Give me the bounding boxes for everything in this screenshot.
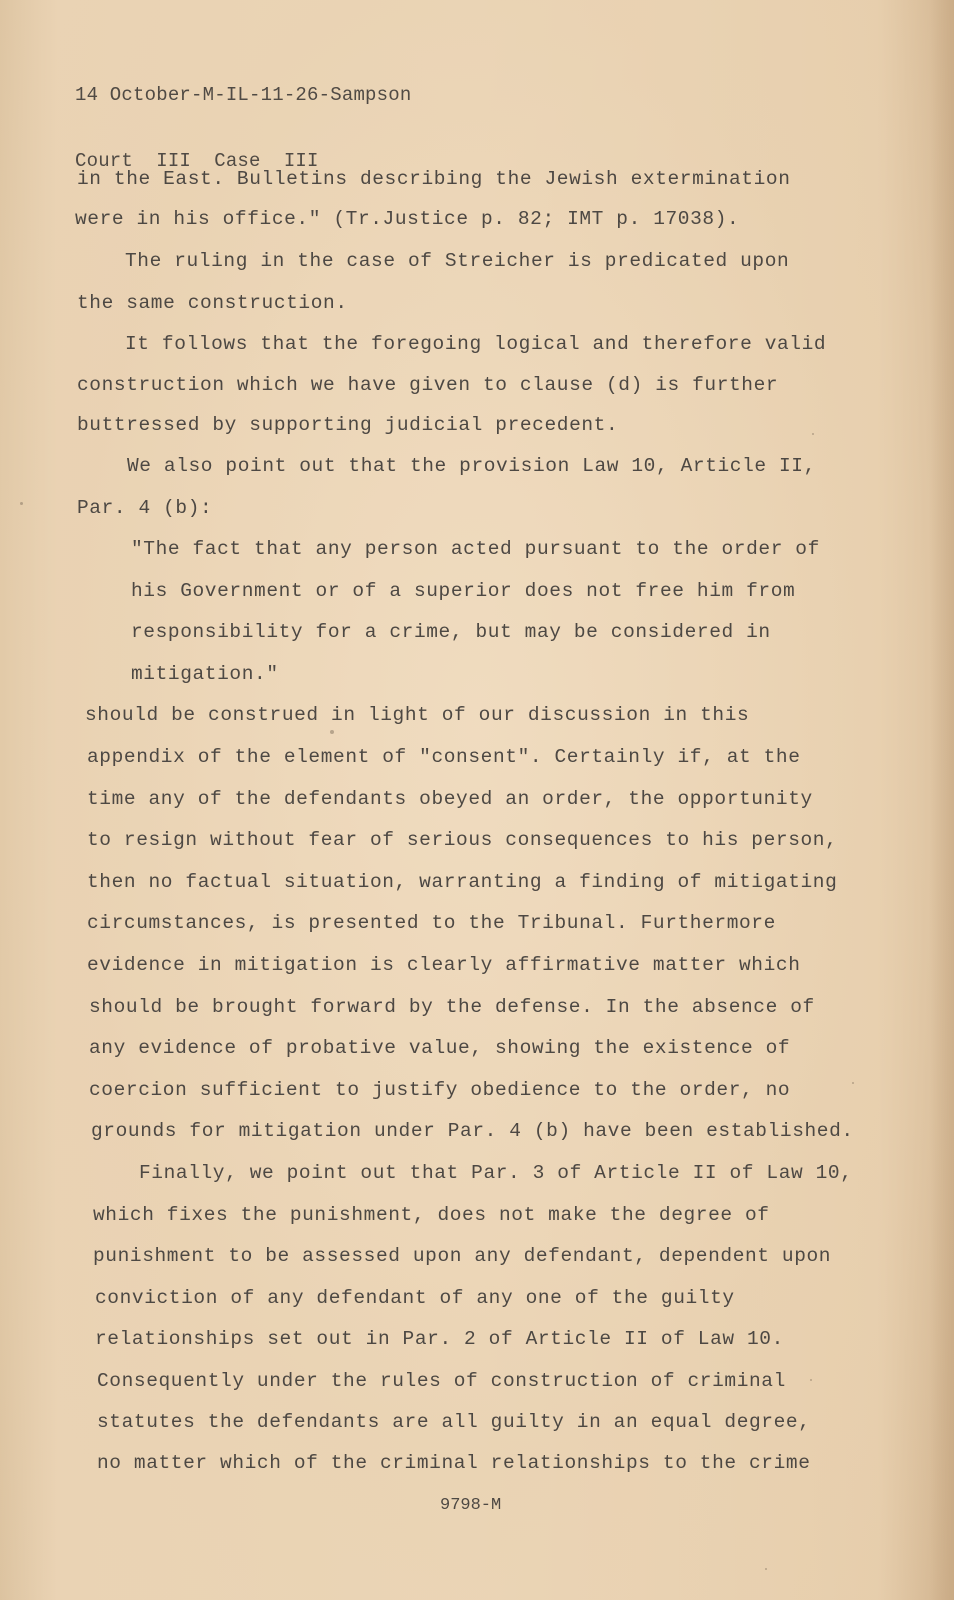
body-line: the same construction. (77, 292, 348, 314)
body-line: appendix of the element of "consent". Certainly if, at the (87, 746, 801, 768)
body-line: Finally, we point out that Par. 3 of Article II of Law 10, (139, 1162, 853, 1184)
body-line: in the East. Bulletins describing the Jewish extermination (77, 168, 791, 190)
body-line: statutes the defendants are all guilty in an equal degree, (97, 1411, 811, 1433)
paper-speck (765, 1568, 767, 1570)
body-line: conviction of any defendant of any one of the guilty (95, 1287, 735, 1309)
body-line: evidence in mitigation is clearly affirmative matter which (87, 954, 801, 976)
body-line: responsibility for a crime, but may be considered in (131, 621, 771, 643)
body-line: Consequently under the rules of construction of criminal (97, 1370, 786, 1392)
header-line-1: 14 October-M-IL-11-26-Sampson (75, 84, 412, 106)
body-line: grounds for mitigation under Par. 4 (b) have been established. (91, 1120, 854, 1142)
body-line: circumstances, is presented to the Tribunal. Furthermore (87, 912, 776, 934)
body-line: buttressed by supporting judicial precedent. (77, 414, 619, 436)
body-line: construction which we have given to clause (d) is further (77, 374, 779, 396)
body-line: relationships set out in Par. 2 of Article II of Law 10. (95, 1328, 784, 1350)
body-line: "The fact that any person acted pursuant to the order of (131, 538, 820, 560)
body-line: We also point out that the provision Law 10, Article II, (127, 455, 816, 477)
page-number: 9798-M (440, 1496, 502, 1515)
body-line: The ruling in the case of Streicher is predicated upon (125, 250, 790, 272)
paper-speck (810, 1379, 812, 1381)
body-line: Par. 4 (b): (77, 497, 213, 519)
body-line: should be brought forward by the defense. In the absence of (89, 996, 815, 1018)
paper-speck (330, 730, 334, 734)
paper-speck (852, 1082, 854, 1084)
paper-edge-shadow (930, 0, 954, 1600)
body-line: time any of the defendants obeyed an order, the opportunity (87, 788, 813, 810)
body-line: his Government or of a superior does not free him from (131, 580, 796, 602)
body-line: to resign without fear of serious consequences to his person, (87, 829, 838, 851)
body-line: no matter which of the criminal relationships to the crime (97, 1452, 811, 1474)
body-line: coercion sufficient to justify obedience to the order, no (89, 1079, 791, 1101)
paper-speck (812, 433, 814, 435)
header-line-2: Court III Case III (75, 150, 319, 172)
body-line: punishment to be assessed upon any defendant, dependent upon (93, 1245, 832, 1267)
body-line: which fixes the punishment, does not make the degree of (93, 1204, 770, 1226)
body-line: mitigation." (131, 663, 279, 685)
paper-speck (20, 502, 23, 505)
body-line: were in his office." (Tr.Justice p. 82; IMT p. 17038). (75, 208, 740, 230)
body-line: It follows that the foregoing logical and therefore valid (125, 333, 827, 355)
body-line: then no factual situation, warranting a finding of mitigating (87, 871, 838, 893)
body-line: should be construed in light of our discussion in this (85, 704, 750, 726)
body-line: any evidence of probative value, showing the existence of (89, 1037, 791, 1059)
